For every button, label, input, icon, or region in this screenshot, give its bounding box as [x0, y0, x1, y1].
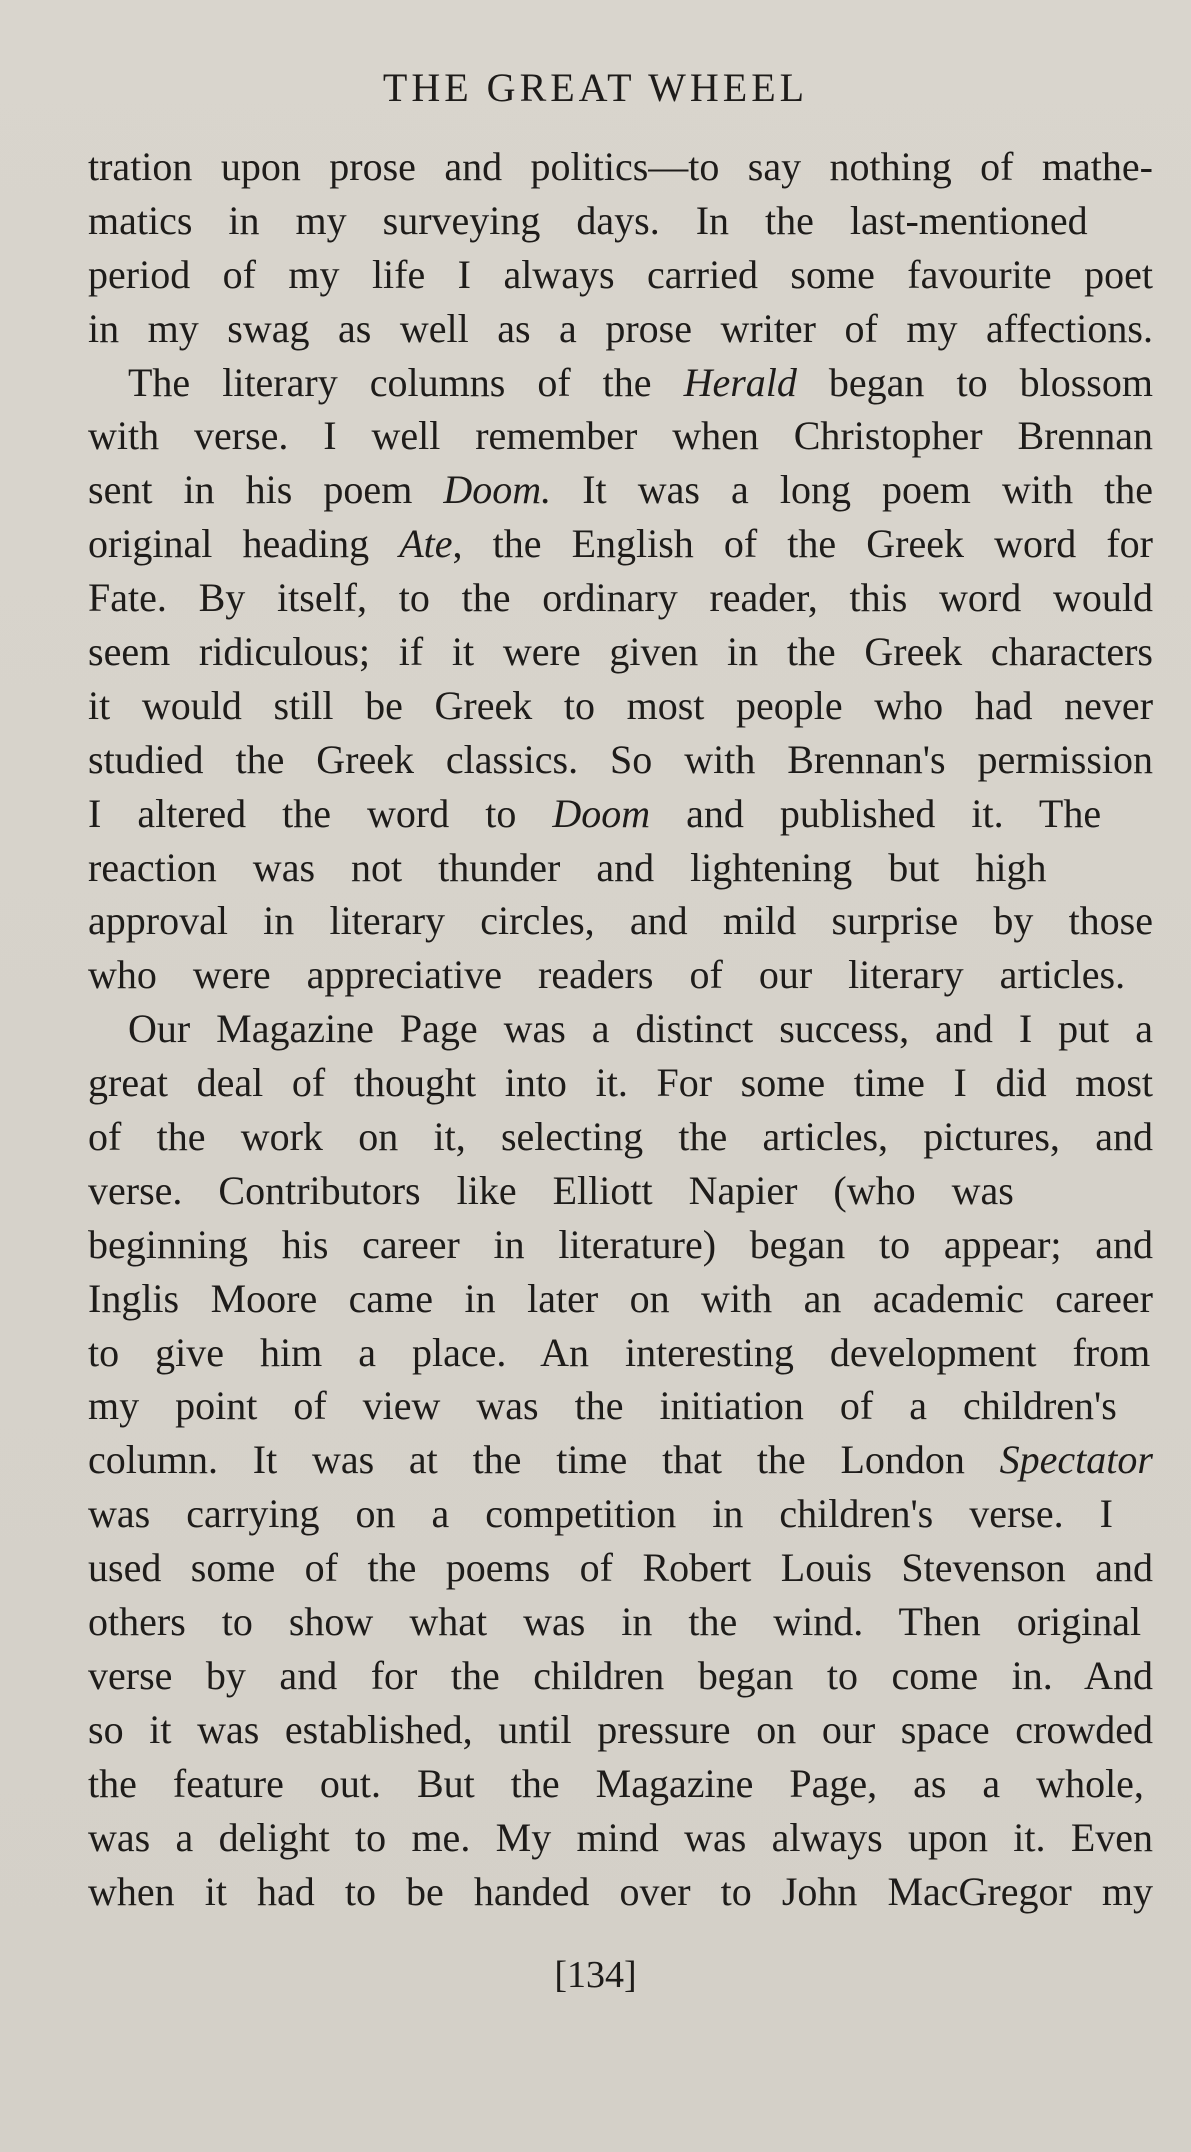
text-line: studied the Greek classics. So with Brennan's permission — [88, 736, 1154, 782]
text-line: beginning his career in literature) began to appear; and — [88, 1221, 1154, 1267]
text-line: original heading Ate, the English of the Greek word for — [88, 521, 1154, 567]
text-line: verse. Contributors like Elliott Napier (who was — [88, 1167, 1014, 1213]
text-line: Fate. By itself, to the ordinary reader, this word would — [88, 575, 1153, 621]
text-line: verse by and for the children began to come in. And — [88, 1652, 1153, 1698]
text-line: Inglis Moore came in later on with an academic career — [88, 1275, 1153, 1321]
text-line: it would still be Greek to most people who had never — [88, 682, 1154, 728]
text-line: Our Magazine Page was a distinct success, and I put a — [128, 1006, 1153, 1052]
text-line: was a delight to me. My mind was always upon it. Even — [88, 1814, 1154, 1860]
text-line: tration upon prose and politics—to say nothing of mathe- — [88, 144, 1153, 189]
text-line: The literary columns of the Herald began to blossom — [128, 359, 1153, 405]
text-line: column. It was at the time that the London Spectator — [88, 1437, 1153, 1483]
text-line: sent in his poem Doom. It was a long poem with the — [88, 467, 1154, 513]
text-line: seem ridiculous; if it were given in the Greek characters — [88, 629, 1153, 675]
text-line: period of my life I always carried some favourite poet — [88, 251, 1153, 297]
text-line: matics in my surveying days. In the last-mentioned — [88, 197, 1088, 243]
text-line: my point of view was the initiation of a children's — [88, 1383, 1117, 1429]
text-line: reaction was not thunder and lightening but high — [88, 844, 1047, 890]
text-line: so it was established, until pressure on our space crowded — [88, 1706, 1153, 1752]
running-head: THE GREAT WHEEL — [382, 65, 809, 110]
text-line: used some of the poems of Robert Louis Stevenson and — [88, 1545, 1154, 1591]
text-line: approval in literary circles, and mild surprise by those — [88, 898, 1154, 944]
text-line: in my swag as well as a prose writer of my affections. — [88, 305, 1153, 351]
text-line: great deal of thought into it. For some time I did most — [88, 1060, 1154, 1106]
text-line: when it had to be handed over to John MacGregor my — [88, 1868, 1154, 1914]
text-line: with verse. I well remember when Christopher Brennan — [88, 413, 1153, 459]
body-text — [88, 140, 1153, 1918]
text-line: I altered the word to Doom and published it. The — [88, 790, 1102, 836]
text-line: who were appreciative readers of our literary articles. — [88, 952, 1126, 998]
text-line: others to show what was in the wind. Then original — [88, 1599, 1142, 1645]
text-line: of the work on it, selecting the articles, pictures, and — [88, 1114, 1153, 1160]
text-line: was carrying on a competition in children's verse. I — [88, 1491, 1113, 1537]
text-line: to give him a place. An interesting development from — [88, 1329, 1151, 1375]
text-line: the feature out. But the Magazine Page, as a whole, — [88, 1760, 1144, 1806]
page-number: [134] — [554, 1954, 637, 1996]
